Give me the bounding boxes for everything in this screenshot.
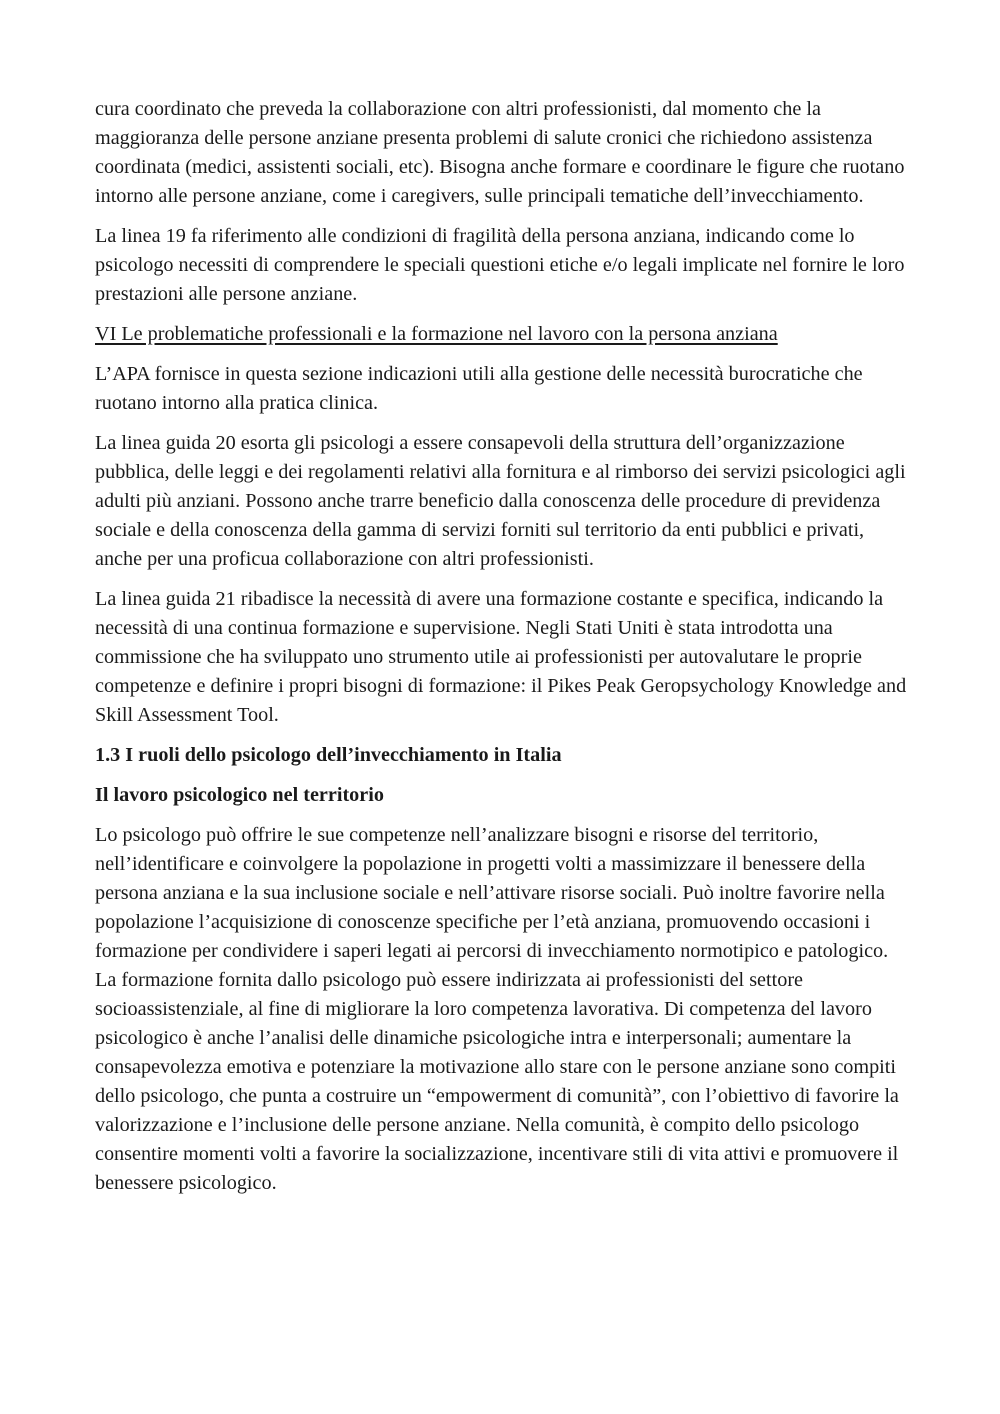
- subheading-territorio: Il lavoro psicologico nel territorio: [95, 784, 384, 806]
- section-vi-title: VI Le problematiche professionali e la formazione nel lavoro con la persona anziana: [95, 323, 778, 345]
- paragraph-guideline-21: La linea guida 21 ribadisce la necessità di avere una formazione costante e specifica, indicando la necessità di una continua formazione e supervisione. Negli Stati Uniti è stata introdotta una commissione che ha sviluppato uno strumento utile ai professionisti per autovalutare le proprie competenze e definire i propri bisogni di formazione: il Pikes Peak Geropsychology Knowledge and Skill Assessment Tool.: [95, 588, 907, 726]
- paragraph-care-coordination: cura coordinato che preveda la collaborazione con altri professionisti, dal momento che la maggioranza delle persone anziane presenta problemi di salute cronici che richiedono assistenza coordinata (medici, assistenti sociali, etc). Bisogna anche formare e coordinare le figure che ruotano intorno alle persone anziane, come i caregivers, sulle principali tematiche dell’invecchiamento.: [95, 98, 905, 207]
- paragraph-territorio: Lo psicologo può offrire le sue competenze nell’analizzare bisogni e risorse del territorio, nell’identificare e coinvolgere la popolazione in progetti volti a massimizzare il benessere della persona anziana e la sua inclusione sociale e nell’attivare risorse sociali. Può inoltre favorire nella popolazione l’acquisizione di conoscenze specifiche per l’età anziana, promuovendo occasioni i formazione per condividere i saperi legati ai percorsi di invecchiamento normotipico e patologico. La formazione fornita dallo psicologo può essere indirizzata ai professionisti del settore socioassistenziale, al fine di migliorare la loro competenza lavorativa. Di competenza del lavoro psicologico è anche l’analisi delle dinamiche psicologiche intra e interpersonali; aumentare la consapevolezza emotiva e potenziare la motivazione allo stare con le persone anziane sono compiti dello psicologo, che punta a costruire un “empowerment di comunità”, con l’obiettivo di favorire la valorizzazione e l’inclusione delle persone anziane. Nella comunità, è compito dello psicologo consentire momenti volti a favorire la socializzazione, incentivare stili di vita attivi e promuovere il benessere psicologico.: [95, 824, 899, 1194]
- paragraph-apa-section: L’APA fornisce in questa sezione indicazioni utili alla gestione delle necessità burocratiche che ruotano intorno alla pratica clinica.: [95, 363, 863, 414]
- document-page: [95, 95, 907, 1209]
- paragraph-guideline-20: La linea guida 20 esorta gli psicologi a essere consapevoli della struttura dell’organizzazione pubblica, delle leggi e dei regolamenti relativi alla fornitura e al rimborso dei servizi psicologici agli adulti più anziani. Possono anche trarre beneficio dalla conoscenza delle procedure di previdenza sociale e della conoscenza della gamma di servizi forniti sul territorio da enti pubblici e privati, anche per una proficua collaborazione con altri professionisti.: [95, 432, 906, 570]
- section-heading-1-3: 1.3 I ruoli dello psicologo dell’invecchiamento in Italia: [95, 744, 562, 766]
- paragraph-guideline-19: La linea 19 fa riferimento alle condizioni di fragilità della persona anziana, indicando come lo psicologo necessiti di comprendere le speciali questioni etiche e/o legali implicate nel fornire le loro prestazioni alle persone anziane.: [95, 225, 905, 305]
